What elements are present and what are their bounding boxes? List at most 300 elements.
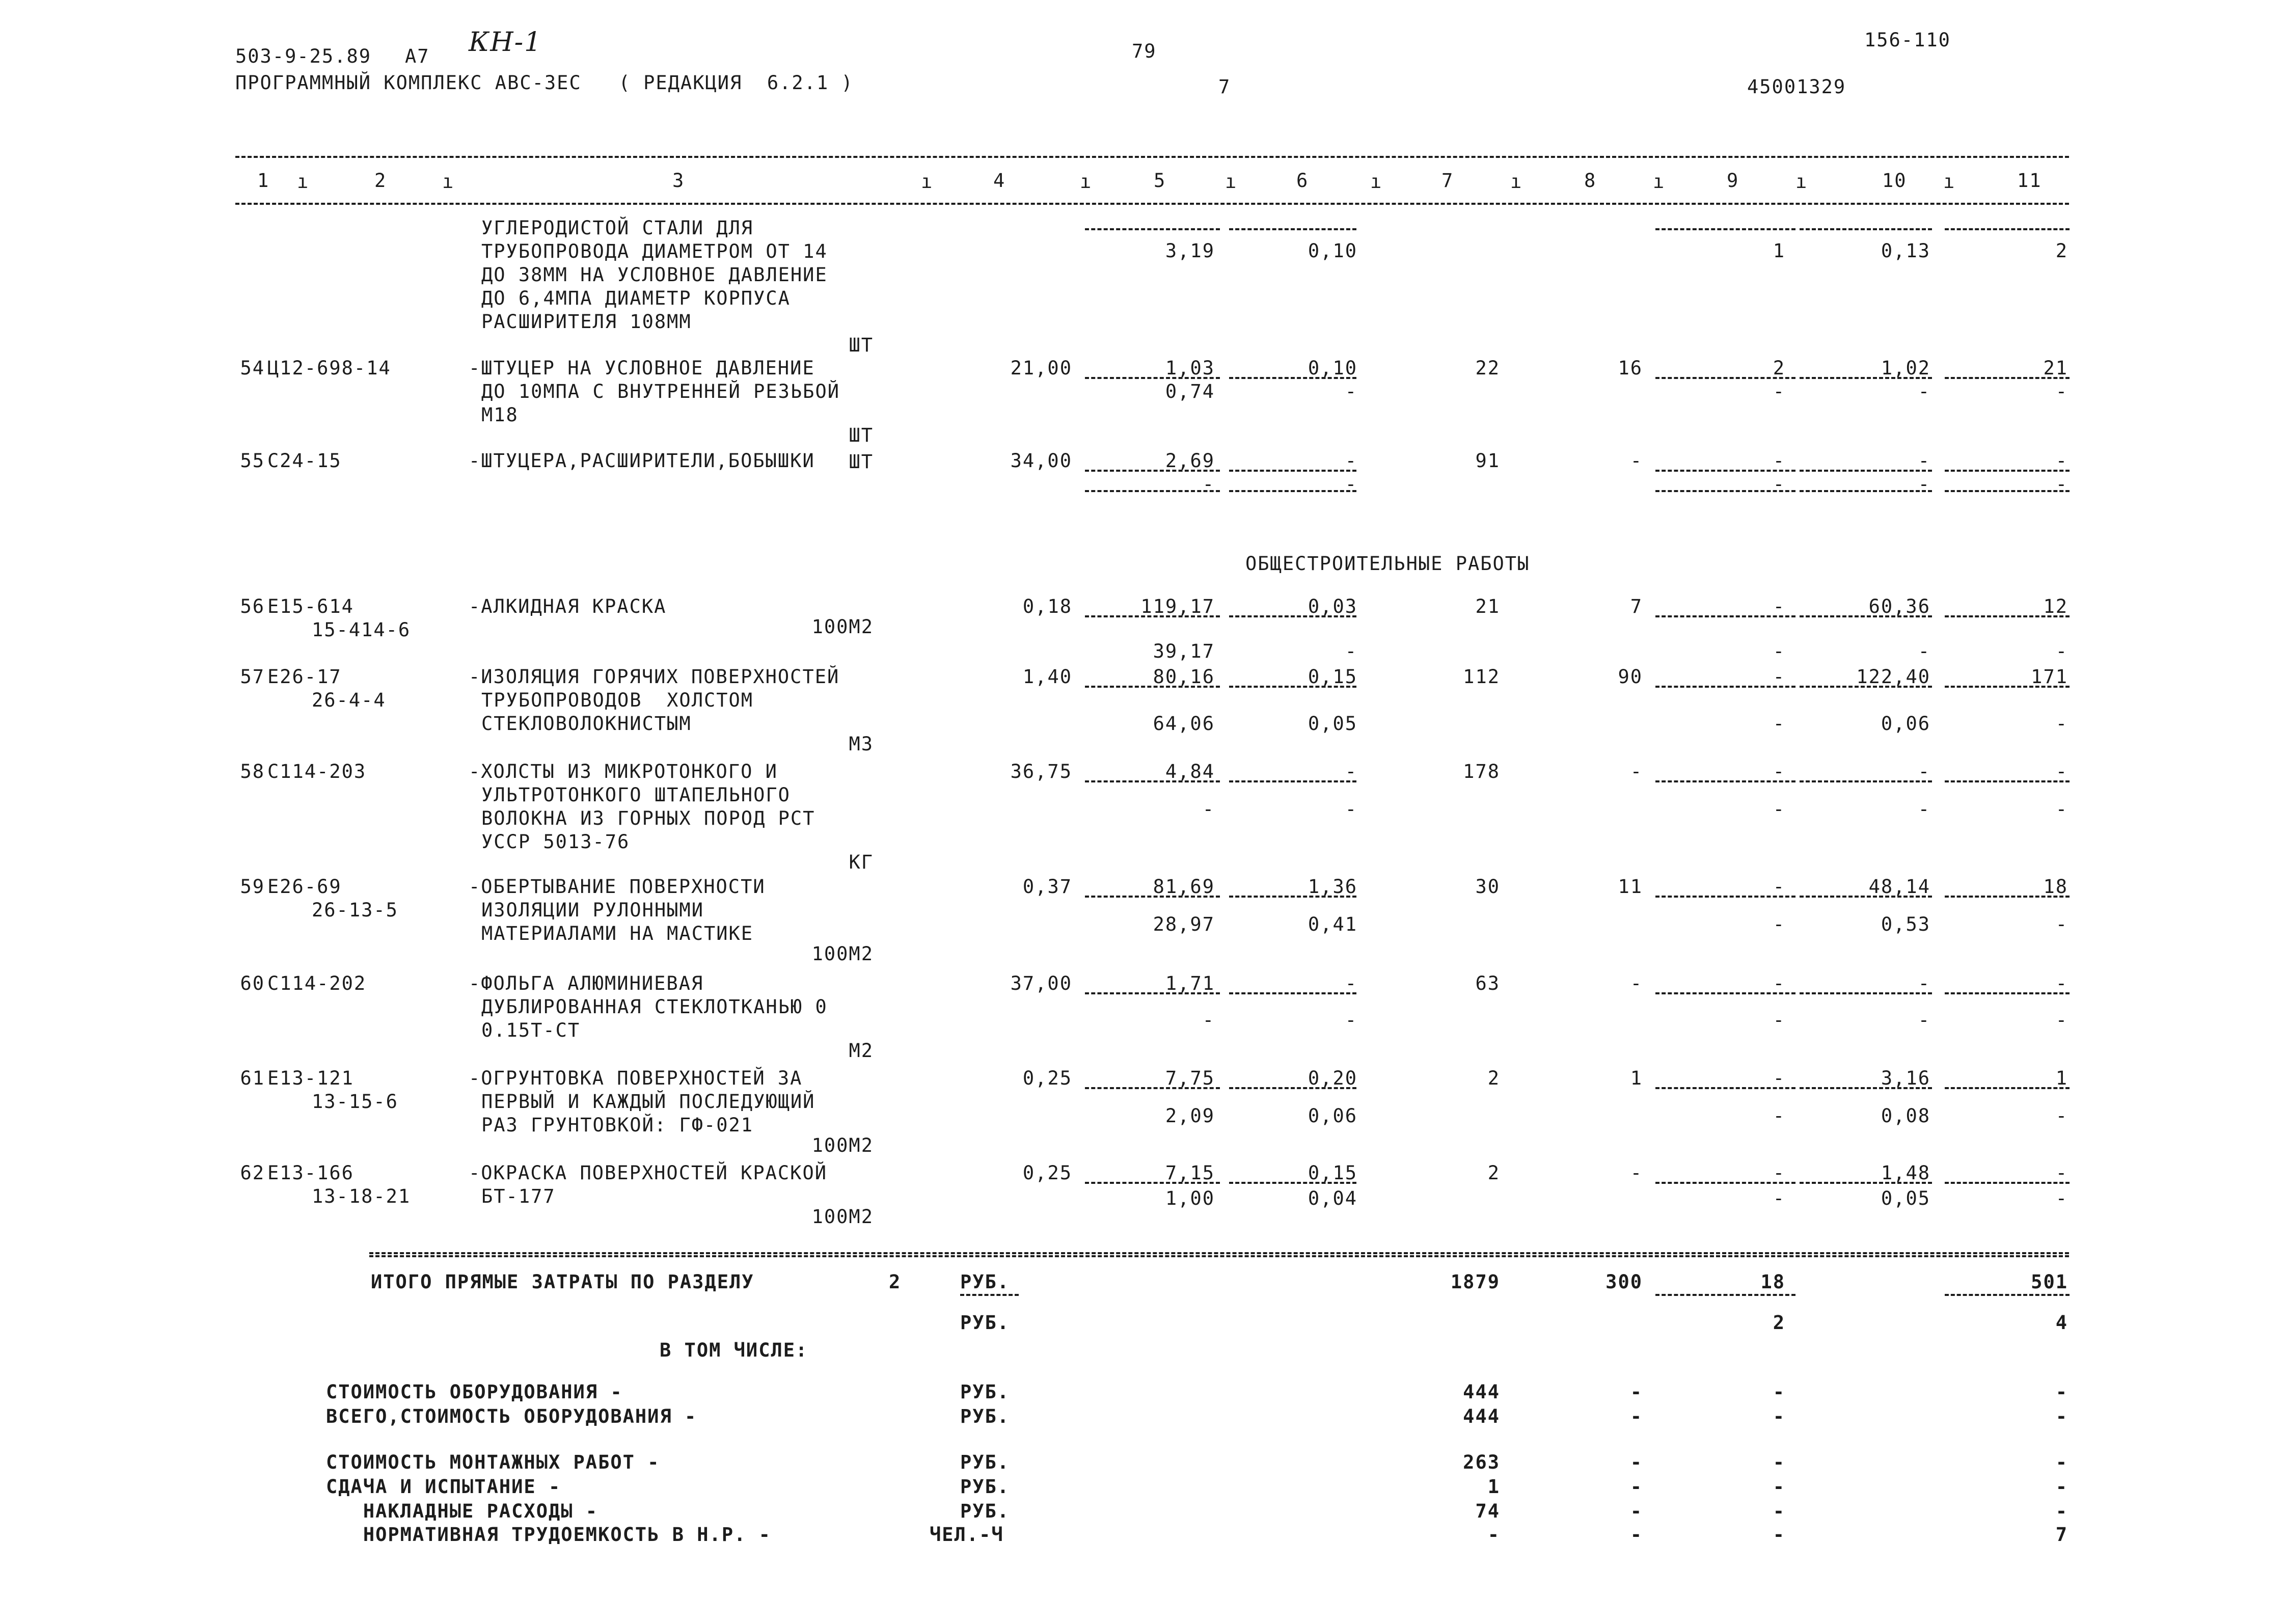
wage-total: 90	[1618, 666, 1643, 688]
wage-total: 16	[1618, 357, 1643, 379]
value-divider	[1945, 228, 2070, 230]
unit-cost: 7,75	[1165, 1067, 1215, 1089]
value-divider	[1655, 228, 1795, 230]
value-divider	[1229, 490, 1356, 492]
work-description: -ФОЛЬГА АЛЮМИНИЕВАЯ	[469, 972, 704, 994]
machine-cost: 2	[1773, 357, 1785, 379]
labor-total-secondary: -	[2055, 1187, 2068, 1209]
summary-label: НОРМАТИВНАЯ ТРУДОЕМКОСТЬ В Н.Р. -	[326, 1524, 771, 1546]
value-divider	[1945, 1182, 2070, 1184]
value-divider	[1800, 615, 1932, 617]
value-divider	[1085, 1087, 1220, 1089]
norm-code-secondary: 13-15-6	[312, 1091, 398, 1113]
value-divider	[1945, 615, 2070, 617]
labor-total: 171	[2031, 666, 2068, 688]
quantity: 1,40	[1022, 666, 1072, 688]
row-number: 59	[240, 876, 265, 898]
column-header-7: 7	[1441, 170, 1454, 192]
summary-labor: 7	[2055, 1524, 2068, 1546]
machine-cost: -	[1773, 1162, 1785, 1184]
summary-machine: -	[1773, 1476, 1785, 1498]
labor-total: -	[2055, 450, 2068, 472]
summary-unit: РУБ.	[960, 1500, 1010, 1522]
page-ref: 156-110	[1864, 29, 1951, 51]
column-separator: ı	[1943, 171, 1956, 193]
totals-labor: 501	[2031, 1271, 2068, 1293]
wage-cost: 0,10	[1308, 357, 1357, 379]
row-number: 57	[240, 666, 265, 688]
value-divider	[1800, 896, 1932, 898]
unit-of-measure: М3	[849, 733, 874, 755]
unit-cost-wages: 1,00	[1165, 1187, 1215, 1209]
handwritten-note: КН-1	[469, 27, 542, 58]
unit-of-measure: ШТ	[849, 451, 874, 473]
work-description: БТ-177	[481, 1185, 556, 1207]
wage-cost: 0,20	[1308, 1067, 1357, 1089]
summary-cost: 74	[1475, 1500, 1500, 1522]
unit-cost: 81,69	[1153, 876, 1215, 898]
value-divider	[1085, 470, 1220, 472]
value-divider	[1229, 1182, 1356, 1184]
wage-cost: -	[1345, 761, 1357, 782]
column-header-10: 10	[1882, 170, 1907, 192]
quantity: 37,00	[1010, 972, 1072, 994]
norm-code: Е15-614	[267, 596, 354, 617]
norm-code: Ц12-698-14	[267, 357, 391, 379]
work-description: -ШТУЦЕР НА УСЛОВНОЕ ДАВЛЕНИЕ	[469, 357, 815, 379]
wage-cost-secondary: 0,04	[1308, 1187, 1357, 1209]
summary-machine: -	[1773, 1524, 1785, 1546]
labor-unit: 122,40	[1856, 666, 1930, 688]
summary-unit: РУБ.	[960, 1381, 1010, 1403]
summary-unit: РУБ.	[960, 1405, 1010, 1427]
labor-unit: 3,16	[1881, 1067, 1930, 1089]
labor-unit: 1,02	[1881, 357, 1930, 379]
value-divider	[1229, 470, 1356, 472]
labor-unit: -	[1918, 450, 1930, 472]
wage-cost: 0,15	[1308, 1162, 1357, 1184]
norm-code-secondary: 13-18-21	[312, 1185, 411, 1207]
labor-total: -	[2055, 972, 2068, 994]
wage-total: -	[1630, 761, 1643, 782]
work-description: -ОБЕРТЫВАНИЕ ПОВЕРХНОСТИ	[469, 876, 766, 898]
summary-cost: 444	[1463, 1405, 1500, 1427]
summary-labor: -	[2055, 1381, 2068, 1403]
unit-cost-wages: 39,17	[1153, 640, 1215, 662]
labor-unit-secondary: 0,08	[1881, 1105, 1930, 1127]
machine-cost-wages: -	[1773, 713, 1785, 735]
doc-id: 45001329	[1747, 76, 1846, 98]
value-divider	[1655, 470, 1795, 472]
rule-header-bottom	[235, 203, 2069, 205]
value-divider	[1800, 780, 1932, 782]
labor-total-secondary: -	[2055, 798, 2068, 820]
labor-total-secondary: -	[2055, 913, 2068, 935]
summary-wages: -	[1630, 1524, 1643, 1546]
work-description: ТРУБОПРОВОДА ДИАМЕТРОМ ОТ 14	[481, 240, 828, 262]
machine-cost: -	[1773, 666, 1785, 688]
sheet-number: 7	[1218, 76, 1231, 98]
totals-divider	[1655, 1294, 1795, 1296]
value-divider	[1655, 1182, 1795, 1184]
machine-cost-wages: -	[1773, 1187, 1785, 1209]
quantity: 21,00	[1010, 357, 1072, 379]
column-separator: ı	[921, 171, 934, 193]
work-description: УССР 5013-76	[481, 831, 630, 853]
column-separator: ı	[442, 171, 455, 193]
norm-code: С114-203	[267, 761, 367, 782]
labor-unit: 0,13	[1881, 240, 1930, 262]
value-divider	[1945, 490, 2070, 492]
value-divider	[1655, 615, 1795, 617]
wage-cost-secondary: 0,41	[1308, 913, 1357, 935]
wage-cost: 1,36	[1308, 876, 1357, 898]
work-description: ДО 10МПА С ВНУТРЕННЕЙ РЕЗЬБОЙ	[481, 381, 840, 402]
value-divider	[1085, 228, 1220, 230]
summary-machine: -	[1773, 1451, 1785, 1473]
column-separator: ı	[297, 171, 310, 193]
work-description: 0.15Т-СТ	[481, 1019, 581, 1041]
labor-total: 1	[2055, 1067, 2068, 1089]
quantity: 34,00	[1010, 450, 1072, 472]
wage-cost-secondary: -	[1345, 798, 1357, 820]
column-header-1: 1	[257, 170, 270, 192]
value-divider	[1655, 896, 1795, 898]
value-divider	[1229, 1087, 1356, 1089]
labor-unit: -	[1918, 761, 1930, 782]
unit-cost-wages: 2,09	[1165, 1105, 1215, 1127]
wage-cost-secondary: -	[1345, 473, 1357, 495]
labor-unit-secondary: -	[1918, 640, 1930, 662]
norm-code: Е26-69	[267, 876, 342, 898]
wage-total: -	[1630, 972, 1643, 994]
unit-cost-wages: 28,97	[1153, 913, 1215, 935]
totals-label: ИТОГО ПРЯМЫЕ ЗАТРАТЫ ПО РАЗДЕЛУ	[371, 1271, 754, 1293]
column-separator: ı	[1370, 171, 1383, 193]
value-divider	[1945, 377, 2070, 379]
labor-total-secondary: -	[2055, 640, 2068, 662]
work-description: МАТЕРИАЛАМИ НА МАСТИКЕ	[481, 923, 754, 944]
machine-cost: -	[1773, 1067, 1785, 1089]
unit-of-measure: КГ	[849, 851, 874, 873]
value-divider	[1655, 992, 1795, 994]
total-cost: 21	[1475, 596, 1500, 617]
summary-labor: -	[2055, 1500, 2068, 1522]
totals-cost: 1879	[1450, 1271, 1500, 1293]
work-description: УЛЬТРОТОНКОГО ШТАПЕЛЬНОГО	[481, 784, 791, 806]
column-separator: ı	[1080, 171, 1093, 193]
machine-cost: -	[1773, 596, 1785, 617]
value-divider	[1085, 490, 1220, 492]
summary-wages: -	[1630, 1405, 1643, 1427]
total-cost: 2	[1487, 1067, 1500, 1089]
unit-cost-wages: 64,06	[1153, 713, 1215, 735]
column-header-6: 6	[1296, 170, 1309, 192]
quantity: 0,18	[1022, 596, 1072, 617]
column-header-11: 11	[2017, 170, 2042, 192]
labor-total-secondary: -	[2055, 713, 2068, 735]
value-divider	[1800, 377, 1932, 379]
value-divider	[1945, 470, 2070, 472]
wage-cost-secondary: -	[1345, 1009, 1357, 1031]
unit-of-measure: 100М2	[811, 1206, 874, 1228]
labor-total: -	[2055, 1162, 2068, 1184]
labor-total: 21	[2043, 357, 2068, 379]
totals-unit-divider	[960, 1294, 1019, 1296]
value-divider	[1945, 686, 2070, 688]
machine-cost: -	[1773, 876, 1785, 898]
row-number: 54	[240, 357, 265, 379]
totals-wages: 300	[1605, 1271, 1643, 1293]
value-divider	[1085, 780, 1220, 782]
work-description: ТРУБОПРОВОДОВ ХОЛСТОМ	[481, 689, 754, 711]
unit-cost: 3,19	[1165, 240, 1215, 262]
work-description: УГЛЕРОДИСТОЙ СТАЛИ ДЛЯ	[481, 217, 754, 239]
summary-wages: -	[1630, 1381, 1643, 1403]
work-description: -ОКРАСКА ПОВЕРХНОСТЕЙ КРАСКОЙ	[469, 1162, 828, 1184]
page-number: 79	[1132, 40, 1157, 62]
value-divider	[1800, 1182, 1932, 1184]
work-description: РАЗ ГРУНТОВКОЙ: ГФ-021	[481, 1114, 754, 1136]
column-header-5: 5	[1154, 170, 1166, 192]
summary-cost: 263	[1463, 1451, 1500, 1473]
row-number: 55	[240, 450, 265, 472]
labor-unit-secondary: -	[1918, 798, 1930, 820]
value-divider	[1229, 686, 1356, 688]
work-description: ДО 38ММ НА УСЛОВНОЕ ДАВЛЕНИЕ	[481, 264, 828, 286]
summary-unit: РУБ.	[960, 1451, 1010, 1473]
total-cost: 112	[1463, 666, 1500, 688]
unit-cost: 1,71	[1165, 972, 1215, 994]
labor-unit: 1,48	[1881, 1162, 1930, 1184]
value-divider	[1229, 615, 1356, 617]
work-description: СТЕКЛОВОЛОКНИСТЫМ	[481, 713, 692, 735]
value-divider	[1655, 686, 1795, 688]
work-description: -ИЗОЛЯЦИЯ ГОРЯЧИХ ПОВЕРХНОСТЕЙ	[469, 666, 840, 688]
column-separator: ı	[1653, 171, 1666, 193]
album-label: А7	[405, 45, 430, 67]
unit-cost: 4,84	[1165, 761, 1215, 782]
machine-cost-wages: -	[1773, 640, 1785, 662]
value-divider	[1085, 992, 1220, 994]
summary-wages: -	[1630, 1500, 1643, 1522]
value-divider	[1800, 490, 1932, 492]
column-separator: ı	[1795, 171, 1808, 193]
value-divider	[1800, 1087, 1932, 1089]
totals-unit: РУБ.	[960, 1271, 1010, 1293]
labor-total-secondary: -	[2055, 1105, 2068, 1127]
wage-cost-secondary: -	[1345, 381, 1357, 402]
row-number: 58	[240, 761, 265, 782]
totals-unit-secondary: РУБ.	[960, 1312, 1010, 1334]
work-description: ДО 6,4МПА ДИАМЕТР КОРПУСА	[481, 287, 791, 309]
work-description: ВОЛОКНА ИЗ ГОРНЫХ ПОРОД РСТ	[481, 807, 815, 829]
labor-total: -	[2055, 761, 2068, 782]
quantity: 0,25	[1022, 1162, 1072, 1184]
wage-cost-secondary: -	[1345, 640, 1357, 662]
wage-cost: -	[1345, 972, 1357, 994]
total-cost: 63	[1475, 972, 1500, 994]
column-separator: ı	[1225, 171, 1238, 193]
labor-unit-secondary: 0,53	[1881, 913, 1930, 935]
labor-unit-secondary: -	[1918, 381, 1930, 402]
norm-code-secondary: 15-414-6	[312, 619, 411, 641]
labor-unit-secondary: 0,05	[1881, 1187, 1930, 1209]
value-divider	[1800, 686, 1932, 688]
work-description: М18	[481, 404, 519, 426]
unit-of-measure: 100М2	[811, 943, 874, 965]
summary-wages: -	[1630, 1476, 1643, 1498]
column-header-2: 2	[374, 170, 387, 192]
including-heading: В ТОМ ЧИСЛЕ:	[660, 1339, 808, 1361]
work-description: -ХОЛСТЫ ИЗ МИКРОТОНКОГО И	[469, 761, 778, 782]
unit-cost: 1,03	[1165, 357, 1215, 379]
row-number: 62	[240, 1162, 265, 1184]
column-header-8: 8	[1584, 170, 1597, 192]
machine-cost-wages: -	[1773, 798, 1785, 820]
machine-cost: -	[1773, 761, 1785, 782]
norm-code-secondary: 26-4-4	[312, 689, 386, 711]
section-title: ОБЩЕСТРОИТЕЛЬНЫЕ РАБОТЫ	[1245, 553, 1530, 575]
value-divider	[1085, 377, 1220, 379]
column-separator: ı	[1510, 171, 1523, 193]
total-cost: 22	[1475, 357, 1500, 379]
doc-code: 503-9-25.89	[235, 45, 372, 67]
labor-unit-secondary: -	[1918, 1009, 1930, 1031]
wage-total: 1	[1630, 1067, 1643, 1089]
value-divider	[1229, 896, 1356, 898]
machine-cost: -	[1773, 972, 1785, 994]
machine-cost-wages: -	[1773, 473, 1785, 495]
totals-machine: 18	[1760, 1271, 1785, 1293]
quantity: 0,25	[1022, 1067, 1072, 1089]
summary-cost: -	[1487, 1524, 1500, 1546]
summary-labor: -	[2055, 1451, 2068, 1473]
rule-totals	[369, 1255, 2069, 1257]
value-divider	[1800, 470, 1932, 472]
total-cost: 91	[1475, 450, 1500, 472]
unit-of-measure: 100М2	[811, 616, 874, 638]
total-cost: 30	[1475, 876, 1500, 898]
value-divider	[1655, 377, 1795, 379]
quantity: 0,37	[1022, 876, 1072, 898]
work-description: -АЛКИДНАЯ КРАСКА	[469, 596, 667, 617]
row-number: 61	[240, 1067, 265, 1089]
unit-cost-wages: -	[1202, 1009, 1215, 1031]
machine-cost-wages: -	[1773, 1105, 1785, 1127]
totals-section: 2	[889, 1271, 902, 1293]
labor-total: 2	[2055, 240, 2068, 262]
column-header-4: 4	[993, 170, 1006, 192]
summary-cost: 444	[1463, 1381, 1500, 1403]
work-description: РАСШИРИТЕЛЯ 108ММ	[481, 311, 692, 333]
rule-top	[235, 156, 2069, 158]
unit-cost-wages: -	[1202, 798, 1215, 820]
wage-cost: 0,10	[1308, 240, 1357, 262]
wage-total: 7	[1630, 596, 1643, 617]
wage-total: 11	[1618, 876, 1643, 898]
summary-wages: -	[1630, 1451, 1643, 1473]
row-number: 60	[240, 972, 265, 994]
norm-code: С114-202	[267, 972, 367, 994]
summary-machine: -	[1773, 1405, 1785, 1427]
row-number: 56	[240, 596, 265, 617]
wage-cost: -	[1345, 450, 1357, 472]
work-description: ПЕРВЫЙ И КАЖДЫЙ ПОСЛЕДУЮЩИЙ	[481, 1091, 815, 1113]
value-divider	[1945, 896, 2070, 898]
summary-unit: ЧЕЛ.-Ч	[930, 1524, 1004, 1546]
summary-label: СТОИМОСТЬ ОБОРУДОВАНИЯ -	[326, 1381, 623, 1403]
machine-cost: -	[1773, 450, 1785, 472]
value-divider	[1945, 1087, 2070, 1089]
column-header-3: 3	[672, 170, 685, 192]
machine-cost-wages: -	[1773, 381, 1785, 402]
value-divider	[1229, 780, 1356, 782]
value-divider	[1229, 377, 1356, 379]
totals-machine-wages: 2	[1773, 1312, 1785, 1334]
work-description: ДУБЛИРОВАННАЯ СТЕКЛОТКАНЬЮ 0	[481, 996, 828, 1018]
labor-total: 18	[2043, 876, 2068, 898]
totals-divider	[1945, 1294, 2070, 1296]
value-divider	[1229, 992, 1356, 994]
labor-unit: 60,36	[1868, 596, 1930, 617]
work-description: ИЗОЛЯЦИИ РУЛОННЫМИ	[481, 899, 704, 921]
unit-cost: 80,16	[1153, 666, 1215, 688]
summary-labor: -	[2055, 1476, 2068, 1498]
wage-cost: 0,15	[1308, 666, 1357, 688]
norm-code-secondary: 26-13-5	[312, 899, 398, 921]
program-line: ПРОГРАММНЫЙ КОМПЛЕКС АВС-3ЕС ( РЕДАКЦИЯ 6.2.1 )	[235, 72, 854, 94]
wage-total: -	[1630, 1162, 1643, 1184]
summary-label: СТОИМОСТЬ МОНТАЖНЫХ РАБОТ -	[326, 1451, 660, 1473]
machine-cost-wages: -	[1773, 1009, 1785, 1031]
wage-total: -	[1630, 450, 1643, 472]
machine-cost-wages: -	[1773, 913, 1785, 935]
work-description: -ОГРУНТОВКА ПОВЕРХНОСТЕЙ ЗА	[469, 1067, 803, 1089]
summary-cost: 1	[1487, 1476, 1500, 1498]
labor-unit-secondary: 0,06	[1881, 713, 1930, 735]
totals-labor-secondary: 4	[2055, 1312, 2068, 1334]
summary-machine: -	[1773, 1500, 1785, 1522]
quantity: 36,75	[1010, 761, 1072, 782]
labor-unit: 48,14	[1868, 876, 1930, 898]
unit-of-measure: ШТ	[849, 424, 874, 446]
value-divider	[1945, 992, 2070, 994]
value-divider	[1085, 615, 1220, 617]
summary-labor: -	[2055, 1405, 2068, 1427]
labor-total-secondary: -	[2055, 381, 2068, 402]
value-divider	[1655, 1087, 1795, 1089]
unit-cost-wages: -	[1202, 473, 1215, 495]
summary-unit: РУБ.	[960, 1476, 1010, 1498]
unit-cost: 119,17	[1140, 596, 1215, 617]
value-divider	[1085, 896, 1220, 898]
value-divider	[1800, 228, 1932, 230]
summary-label: НАКЛАДНЫЕ РАСХОДЫ -	[326, 1500, 598, 1522]
unit-of-measure: 100М2	[811, 1134, 874, 1156]
labor-total-secondary: -	[2055, 1009, 2068, 1031]
wage-cost: 0,03	[1308, 596, 1357, 617]
labor-total: 12	[2043, 596, 2068, 617]
value-divider	[1655, 780, 1795, 782]
unit-cost-wages: 0,74	[1165, 381, 1215, 402]
value-divider	[1800, 992, 1932, 994]
unit-of-measure: ШТ	[849, 334, 874, 356]
unit-cost: 2,69	[1165, 450, 1215, 472]
summary-machine: -	[1773, 1381, 1785, 1403]
work-description: -ШТУЦЕРА,РАСШИРИТЕЛИ,БОБЫШКИ	[469, 450, 815, 472]
machine-cost: 1	[1773, 240, 1785, 262]
